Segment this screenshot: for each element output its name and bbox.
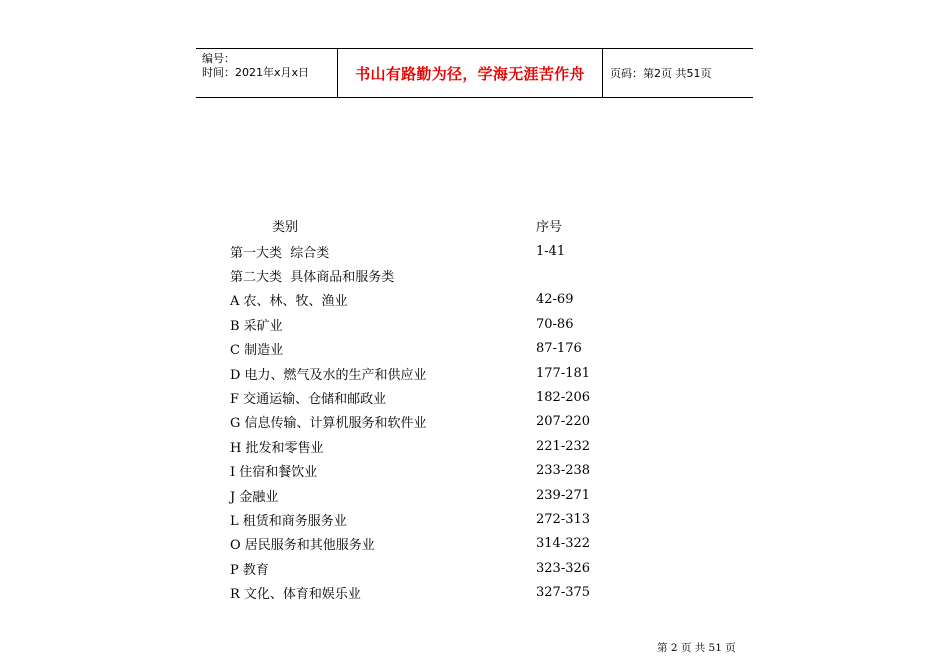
toc-range-number: 87-176 — [536, 341, 582, 357]
toc-range-number: 221-232 — [536, 438, 591, 454]
toc-row — [230, 410, 650, 434]
toc-header-number: 序号 — [536, 220, 563, 235]
toc-range-number: 327-375 — [536, 585, 591, 601]
toc-category-name: B 采矿业 — [230, 318, 283, 334]
toc-row — [230, 556, 650, 580]
toc-range-number: 272-313 — [536, 511, 591, 527]
toc-category-name: 第二大类 具体商品和服务类 — [230, 270, 395, 286]
header-motto: 书山有路勤为径，学海无涯苦作舟 — [338, 49, 603, 97]
document-time-label: 时间：2021年x月x日 — [202, 66, 310, 79]
toc-category-name: I 住宿和餐饮业 — [230, 465, 318, 481]
toc-category-name: J 金融业 — [230, 489, 279, 505]
toc-header-category: 类别 — [272, 220, 299, 235]
toc-range-number: 177-181 — [536, 365, 591, 381]
toc-category-name: F 交通运输、仓储和邮政业 — [230, 392, 387, 408]
toc-row — [230, 532, 650, 556]
toc-row — [230, 385, 650, 409]
toc-category-name: C 制造业 — [230, 343, 284, 359]
toc-range-number: 323-326 — [536, 560, 591, 576]
toc-range-number: 42-69 — [536, 292, 574, 308]
toc-row — [230, 483, 650, 507]
toc-list — [230, 239, 650, 605]
toc-range-number: 239-271 — [536, 487, 591, 503]
header-page-number: 页码：第2页 共51页 — [610, 67, 712, 80]
toc-row — [230, 239, 650, 263]
toc-row — [230, 507, 650, 531]
toc-category-name: D 电力、燃气及水的生产和供应业 — [230, 367, 427, 383]
page-header — [196, 48, 753, 98]
toc-category-name: L 租赁和商务服务业 — [230, 513, 347, 529]
toc-category-name: 第一大类 综合类 — [230, 245, 330, 261]
document-number-label: 编号： — [202, 52, 235, 65]
toc-row — [230, 361, 650, 385]
toc-category-name: O 居民服务和其他服务业 — [230, 538, 375, 554]
toc-row — [230, 263, 650, 287]
toc-range-number: 1-41 — [536, 243, 566, 259]
toc-row — [230, 580, 650, 604]
toc-range-number: 70-86 — [536, 316, 574, 332]
toc-category-name: R 文化、体育和娱乐业 — [230, 587, 361, 603]
toc-range-number: 182-206 — [536, 390, 591, 406]
toc-row — [230, 312, 650, 336]
toc-category-name: H 批发和零售业 — [230, 440, 324, 456]
toc-row — [230, 459, 650, 483]
toc-row — [230, 288, 650, 312]
toc-row — [230, 434, 650, 458]
toc-category-name: G 信息传输、计算机服务和软件业 — [230, 416, 427, 432]
toc-range-number: 207-220 — [536, 414, 591, 430]
toc-row — [230, 337, 650, 361]
header-meta — [196, 49, 338, 97]
toc-category-name: A 农、林、牧、渔业 — [230, 294, 348, 310]
toc-range-number: 233-238 — [536, 463, 591, 479]
toc-category-name: P 教育 — [230, 562, 269, 578]
toc-range-number: 314-322 — [536, 536, 591, 552]
page-footer: 第 2 页 共 51 页 — [657, 642, 736, 654]
